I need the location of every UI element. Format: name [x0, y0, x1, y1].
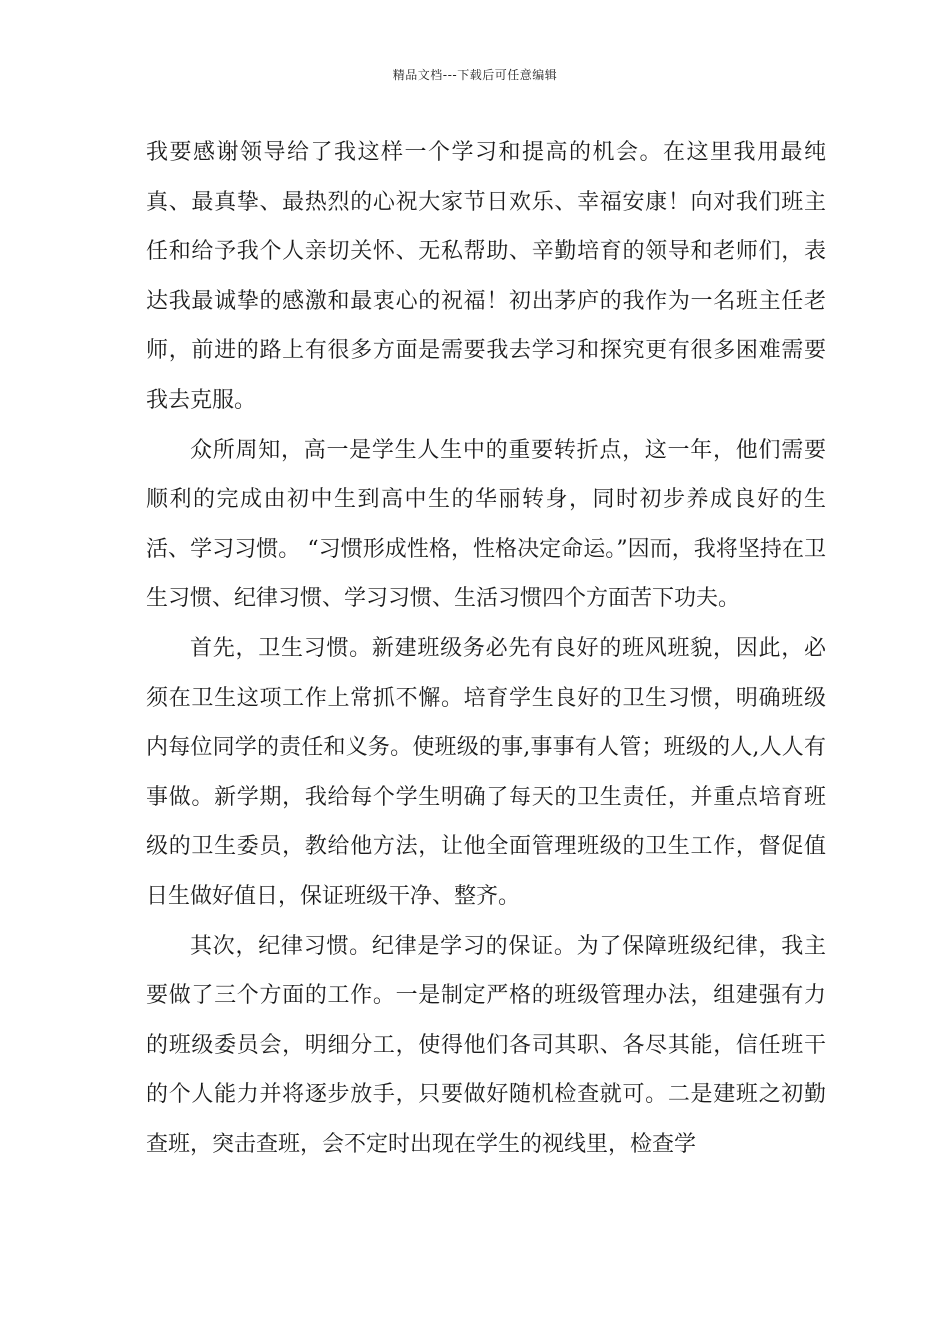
paragraph-1: 我要感谢领导给了我这样一个学习和提高的机会。在这里我用最纯真、最真挚、最热烈的心祝大家节日欢乐、幸福安康！向对我们班主任和给予我个人亲切关怀、无私帮助、辛勤培育的领导和老师们，表达我最诚挚的感激和最衷心的祝福！初出茅庐的我作为一名班主任老师，前进的路上有很多方面是需要我去学习和探究更有很多困难需要我去克服。: [146, 140, 826, 413]
paragraph-3: 首先，卫生习惯。新建班级务必先有良好的班风班貌，因此，必须在卫生这项工作上常抓不懈。培育学生良好的卫生习惯，明确班级内每位同学的责任和义务。使班级的事,事事有人管；班级的人,人人有事做。新学期，我给每个学生明确了每天的卫生责任，并重点培育班级的卫生委员，教给他方法，让他全面管理班级的卫生工作，督促值日生做好值日，保证班级干净、整齐。: [146, 635, 826, 909]
paragraph-2: 众所周知，高一是学生人生中的重要转折点，这一年，他们需要顺利的完成由初中生到高中生的华丽转身，同时初步养成良好的生活、学习习惯。 “习惯形成性格，性格决定命运。”因而，我将坚持在卫生习惯、纪律习惯、学习习惯、生活习惯四个方面苦下功夫。: [146, 437, 826, 612]
paragraph-4: 其次，纪律习惯。纪律是学习的保证。为了保障班级纪律，我主要做了三个方面的工作。一是制定严格的班级管理办法，组建强有力的班级委员会，明细分工，使得他们各司其职、各尽其能，信任班干的个人能力并将逐步放手，只要做好随机检查就可。二是建班之初勤查班，突击查班，会不定时出现在学生的视线里，检查学: [146, 933, 826, 1157]
page-header: 精品文档---下载后可任意编辑: [392, 68, 558, 82]
document-body: [146, 128, 826, 1169]
